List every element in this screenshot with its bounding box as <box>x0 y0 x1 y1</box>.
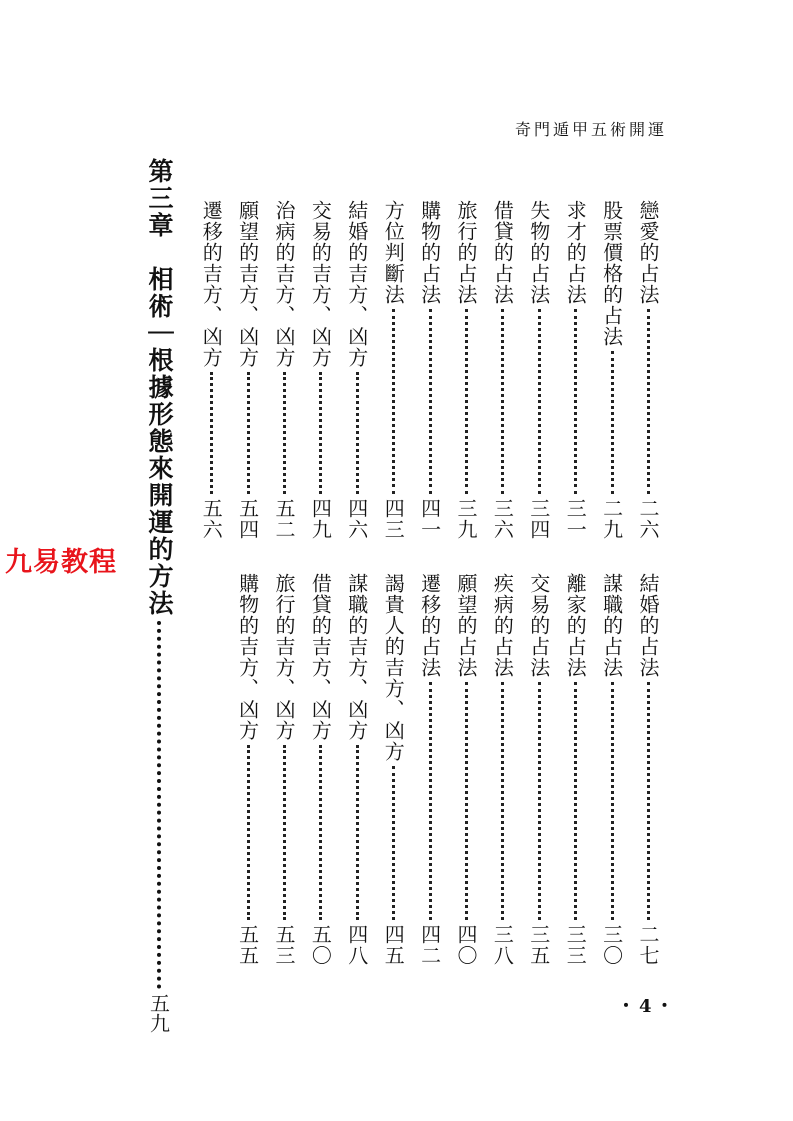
leader-dots <box>319 745 322 920</box>
toc-entry-title: 謀職的吉方、凶方 <box>344 573 369 741</box>
toc-entry-title: 旅行的吉方、凶方 <box>272 573 296 741</box>
toc-entry-page: 四五 <box>381 924 406 966</box>
toc-entry[interactable] <box>452 200 481 540</box>
toc-entry-title: 交易的占法 <box>526 573 551 678</box>
toc-entry-page: 三六 <box>490 498 515 540</box>
toc-entry-title: 謁貴人的吉方、凶方 <box>381 573 406 762</box>
leader-dots <box>392 766 395 920</box>
toc-entry[interactable] <box>379 200 408 540</box>
toc-entry[interactable] <box>379 573 408 966</box>
toc-entry-page: 二七 <box>636 924 660 966</box>
toc-entry-page: 五二 <box>272 498 296 540</box>
leader-dots <box>647 309 650 494</box>
toc-entry-title: 購物的吉方、凶方 <box>235 573 260 741</box>
watermark-text: 九易教程 <box>5 547 117 578</box>
toc-entry-page: 四〇 <box>454 924 478 966</box>
toc-entry-page: 五〇 <box>308 924 333 966</box>
toc-entry[interactable] <box>270 200 299 540</box>
toc-entry[interactable] <box>306 200 335 540</box>
toc-entry[interactable] <box>488 200 517 540</box>
leader-dots <box>465 682 468 920</box>
toc-entry-title: 謀職的占法 <box>599 573 624 678</box>
toc-entry-page: 三〇 <box>599 924 624 966</box>
toc-entry[interactable] <box>416 200 445 540</box>
toc-entry-page: 五六 <box>199 498 224 540</box>
leader-dots <box>392 309 395 494</box>
toc-entry[interactable] <box>525 200 554 540</box>
toc-entry[interactable] <box>525 573 554 966</box>
leader-dots <box>356 745 359 920</box>
toc-entry-title: 借貸的吉方、凶方 <box>308 573 333 741</box>
toc-entry-page: 三一 <box>563 498 588 540</box>
toc-entry[interactable] <box>488 573 517 966</box>
toc-entry-title: 遷移的占法 <box>417 573 442 678</box>
toc-entry[interactable] <box>598 200 627 540</box>
toc-entry-title: 交易的吉方、凶方 <box>308 200 333 368</box>
leader-dots <box>429 682 432 920</box>
leader-dots <box>210 372 213 494</box>
toc-entry[interactable] <box>452 573 481 966</box>
toc-entry[interactable] <box>598 573 627 966</box>
toc-entry-title: 願望的吉方、凶方 <box>235 200 260 368</box>
toc-entry-title: 購物的占法 <box>417 200 442 305</box>
leader-dots <box>647 682 650 920</box>
toc-entry[interactable] <box>234 200 263 540</box>
toc-entry-page: 二九 <box>599 498 624 540</box>
leader-dots <box>319 372 322 494</box>
leader-dots <box>501 309 504 494</box>
leader-dots <box>538 309 541 494</box>
toc-entry[interactable] <box>343 200 372 540</box>
toc-entry[interactable] <box>634 200 663 540</box>
toc-entry-page: 四三 <box>381 498 406 540</box>
leader-dots <box>247 372 250 494</box>
toc-entry-page: 三五 <box>526 924 551 966</box>
toc-entry-title: 遷移的吉方、凶方 <box>199 200 224 368</box>
toc-entry-title: 願望的占法 <box>454 573 478 678</box>
leader-dots <box>429 309 432 494</box>
leader-dots <box>356 372 359 494</box>
toc-entry-page: 三九 <box>454 498 478 540</box>
toc-entry-page: 四八 <box>344 924 369 966</box>
toc-entry-page: 五五 <box>235 924 260 966</box>
toc-entry-title: 結婚的吉方、凶方 <box>344 200 369 368</box>
toc-entry-page: 五三 <box>272 924 296 966</box>
toc-entry-page: 四六 <box>344 498 369 540</box>
toc-entry[interactable] <box>561 573 590 966</box>
toc-entry-page: 四一 <box>417 498 442 540</box>
toc-entry-title: 股票價格的占法 <box>599 200 624 347</box>
toc-entry[interactable] <box>270 573 299 966</box>
toc-entry-title: 借貸的占法 <box>490 200 515 305</box>
toc-entry[interactable] <box>561 200 590 540</box>
toc-entry-page: 五四 <box>235 498 260 540</box>
leader-dots <box>611 682 614 920</box>
toc-entry-page: 二六 <box>636 498 660 540</box>
leader-dots <box>465 309 468 494</box>
chapter-title: 第三章 相術｜根據形態來開運的方法 <box>145 158 174 617</box>
leader-dots <box>574 309 577 494</box>
toc-entry[interactable] <box>197 200 226 540</box>
leader-dots <box>574 682 577 920</box>
leader-dots <box>157 621 161 989</box>
leader-dots <box>501 682 504 920</box>
leader-dots <box>283 745 286 920</box>
leader-dots <box>611 351 614 494</box>
toc-entry-title: 疾病的占法 <box>490 573 515 678</box>
toc-entry-title: 失物的占法 <box>526 200 551 305</box>
leader-dots <box>283 372 286 494</box>
toc-entry-page: 三三 <box>563 924 588 966</box>
toc-entry-title: 方位判斷法 <box>381 200 406 305</box>
page-number: ・4・ <box>617 996 678 1017</box>
toc-entry-page: 三四 <box>526 498 551 540</box>
leader-dots <box>247 745 250 920</box>
toc-entry-title: 結婚的占法 <box>636 573 660 678</box>
chapter-page: 五九 <box>146 993 171 1033</box>
toc-entry-title: 治病的吉方、凶方 <box>272 200 296 368</box>
running-header: 奇門遁甲五術開運 <box>514 120 667 139</box>
toc-entry-title: 離家的占法 <box>563 573 588 678</box>
toc-entry-title: 旅行的占法 <box>454 200 478 305</box>
toc-entry[interactable] <box>234 573 263 966</box>
toc-entry-title: 求才的占法 <box>563 200 588 305</box>
toc-entry-title: 戀愛的占法 <box>636 200 660 305</box>
leader-dots <box>538 682 541 920</box>
toc-entry[interactable] <box>416 573 445 966</box>
toc-entry[interactable] <box>343 573 372 966</box>
toc-entry[interactable] <box>306 573 335 966</box>
toc-entry-page: 三八 <box>490 924 515 966</box>
toc-entry-page: 四九 <box>308 498 333 540</box>
chapter-heading[interactable] <box>141 158 177 1033</box>
toc-entry-page: 四二 <box>417 924 442 966</box>
toc-entry[interactable] <box>634 573 663 966</box>
